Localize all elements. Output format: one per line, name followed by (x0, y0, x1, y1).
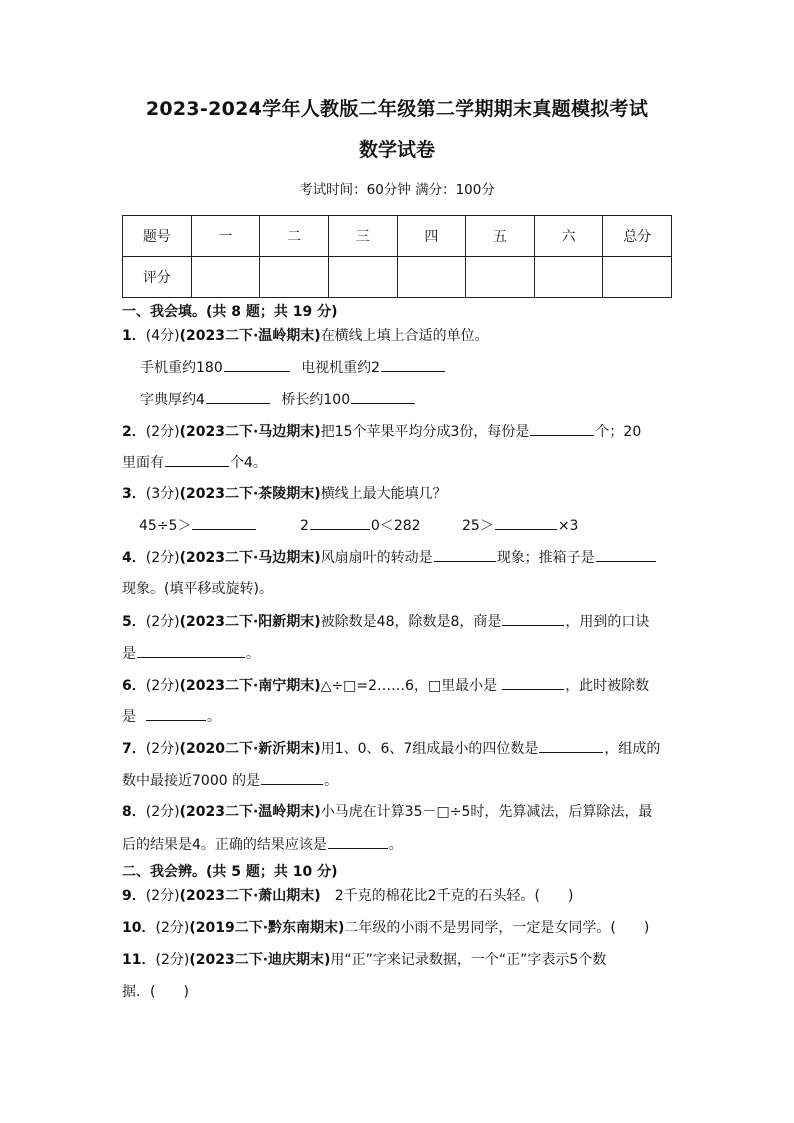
question-3 (122, 484, 682, 504)
question-text: 个；20 (595, 424, 642, 440)
question-source: (2023二下·温岭期末) (179, 804, 321, 820)
q3-item-c (462, 515, 578, 536)
question-number: 2． (122, 424, 146, 440)
question-number: 5． (122, 614, 146, 630)
section-heading-1: 一、我会填。(共 8 题；共 19 分) (122, 304, 338, 320)
question-text: 二年级的小雨不是男同学，一定是女同学。( ) (344, 920, 650, 936)
q3-expression-b-right: 0＜282 (370, 518, 421, 534)
question-source: (2023二下·茶陵期末) (179, 486, 321, 502)
score-cell-total: 总分 (603, 216, 672, 257)
page-subtitle: 数学试卷 (358, 139, 435, 161)
question-4 (122, 547, 682, 568)
question-text: 横线上最大能填几？ (320, 486, 447, 502)
answer-blank[interactable] (502, 611, 564, 626)
answer-blank[interactable] (137, 643, 245, 658)
answer-blank[interactable] (224, 357, 290, 372)
question-number: 8． (122, 804, 146, 820)
q1-item-c: 字典厚约4 (140, 392, 205, 408)
question-8-line-2 (122, 834, 682, 855)
score-cell-1: 一 (191, 216, 260, 257)
score-cell-6: 六 (534, 216, 603, 257)
q3-item-b (300, 515, 421, 536)
answer-blank[interactable] (310, 515, 370, 530)
q1-item-a: 手机重约180 (140, 360, 223, 376)
score-input-6[interactable] (534, 257, 603, 298)
question-1 (122, 326, 682, 346)
score-input-2[interactable] (260, 257, 329, 298)
score-table (122, 215, 672, 298)
score-input-1[interactable] (191, 257, 260, 298)
q3-expression-a: 45÷5＞ (139, 518, 192, 534)
question-text: 2千克的棉花比2千克的石头轻。( ) (334, 888, 574, 904)
question-11-line-2 (122, 982, 682, 1002)
answer-blank[interactable] (146, 706, 206, 721)
question-text: 。 (246, 646, 260, 662)
question-text: 风扇扇叶的转动是 (320, 550, 433, 566)
question-source: (2023二下·马边期末) (179, 424, 321, 440)
exam-info: 考试时间：60分钟 满分：100分 (299, 182, 495, 198)
question-score: (2分) (155, 952, 190, 968)
question-5 (122, 611, 682, 632)
q3-expression-c-left: 25＞ (462, 518, 494, 534)
question-number: 4． (122, 550, 146, 566)
answer-blank[interactable] (328, 834, 388, 849)
answer-blank[interactable] (434, 547, 496, 562)
question-source: (2023二下·马边期末) (179, 550, 321, 566)
question-text: 把15个苹果平均分成3份，每份是 (320, 424, 530, 440)
answer-blank[interactable] (539, 738, 603, 753)
question-8 (122, 802, 682, 822)
answer-blank[interactable] (165, 452, 229, 467)
question-11 (122, 950, 682, 970)
question-9 (122, 886, 682, 906)
question-7 (122, 738, 682, 759)
question-text: ，此时被除数 (565, 678, 650, 694)
answer-blank[interactable] (596, 547, 656, 562)
question-score: (2分) (145, 678, 180, 694)
question-score: (3分) (145, 486, 180, 502)
question-text: 据．( ) (122, 984, 189, 1000)
question-source: (2023二下·阳新期末) (179, 614, 321, 630)
question-score: (2分) (145, 888, 180, 904)
question-text: 小马虎在计算35－□÷5时，先算减法，后算除法，最 (320, 804, 653, 820)
question-text: △÷□=2……6，□里最小是 (320, 678, 498, 694)
question-score: (2分) (145, 424, 180, 440)
question-score: (2分) (145, 741, 180, 757)
section-heading-2: 二、我会辨。(共 5 题；共 10 分) (122, 864, 338, 880)
q3-expression-c-right: ×3 (557, 518, 579, 534)
question-text: 是 (122, 646, 136, 662)
score-cell-5: 五 (466, 216, 535, 257)
answer-blank[interactable] (381, 357, 445, 372)
question-5-line-2 (122, 643, 682, 664)
question-text: 后的结果是4。正确的结果应该是 (122, 837, 327, 853)
score-input-5[interactable] (466, 257, 535, 298)
question-text: 。 (324, 773, 339, 789)
page-title: 2023-2024学年人教版二年级第二学期期末真题模拟考试 (145, 98, 649, 120)
score-table-header-row (123, 216, 672, 257)
q1-item-d: 桥长约100 (281, 392, 351, 408)
score-table-score-row (123, 257, 672, 298)
question-6-line-2 (122, 706, 682, 727)
question-text: 在横线上填上合适的单位。 (320, 328, 489, 344)
question-10 (122, 918, 682, 938)
question-number: 3． (122, 486, 146, 502)
question-number: 7． (122, 741, 146, 757)
question-text: 里面有 (122, 455, 164, 471)
q1-item-b: 电视机重约2 (301, 360, 381, 376)
answer-blank[interactable] (351, 389, 415, 404)
score-cell-2: 二 (260, 216, 329, 257)
question-text: 现象。(填平移或旋转)。 (122, 581, 273, 597)
question-text: 被除数是48，除数是8，商是 (320, 614, 502, 630)
answer-blank[interactable] (530, 421, 594, 436)
score-cell-3: 三 (328, 216, 397, 257)
question-text: 数中最接近7000 的是 (122, 773, 261, 789)
q3-expression-b-left: 2 (300, 518, 309, 534)
question-2 (122, 421, 682, 442)
q3-item-a (139, 515, 257, 536)
question-source: (2023二下·萧山期末) (179, 888, 321, 904)
question-1-line-2 (140, 389, 416, 410)
question-number: 9． (122, 888, 146, 904)
question-4-line-2 (122, 579, 682, 599)
question-text: ，用到的口诀 (565, 614, 650, 630)
score-input-4[interactable] (397, 257, 466, 298)
question-text: 用“正”字来记录数据，一个“正”字表示5个数 (330, 952, 607, 968)
score-cell-4: 四 (397, 216, 466, 257)
question-6 (122, 675, 682, 696)
question-score: (2分) (145, 550, 180, 566)
question-text: 。 (207, 709, 221, 725)
question-source: (2023二下·温岭期末) (179, 328, 321, 344)
question-source: (2020二下·新沂期末) (179, 741, 321, 757)
answer-blank[interactable] (261, 770, 323, 785)
answer-blank[interactable] (192, 515, 256, 530)
question-score: (2分) (145, 614, 180, 630)
score-row-label: 评分 (123, 257, 192, 298)
question-score: (2分) (155, 920, 190, 936)
question-number: 6． (122, 678, 146, 694)
question-source: (2019二下·黔东南期末) (189, 920, 345, 936)
answer-blank[interactable] (206, 389, 270, 404)
question-text: 。 (388, 837, 403, 853)
question-score: (2分) (145, 804, 180, 820)
question-2-line-2 (122, 452, 682, 473)
score-input-3[interactable] (328, 257, 397, 298)
question-number: 10． (122, 920, 156, 936)
question-score: (4分) (145, 328, 180, 344)
question-text: 现象；推箱子是 (496, 550, 595, 566)
question-text: 个4。 (230, 455, 267, 471)
answer-blank[interactable] (495, 515, 557, 530)
question-7-line-2 (122, 770, 682, 791)
question-number: 1． (122, 328, 146, 344)
question-text: ，组成的 (604, 741, 661, 757)
question-text: 是 (122, 709, 136, 725)
answer-blank[interactable] (502, 675, 564, 690)
question-source: (2023二下·迪庆期末) (189, 952, 331, 968)
question-text: 用1、0、6、7组成最小的四位数是 (320, 741, 539, 757)
question-1-line-1 (140, 357, 446, 378)
score-cell-label: 题号 (123, 216, 192, 257)
question-source: (2023二下·南宁期末) (179, 678, 321, 694)
score-input-total[interactable] (603, 257, 672, 298)
question-number: 11． (122, 952, 156, 968)
